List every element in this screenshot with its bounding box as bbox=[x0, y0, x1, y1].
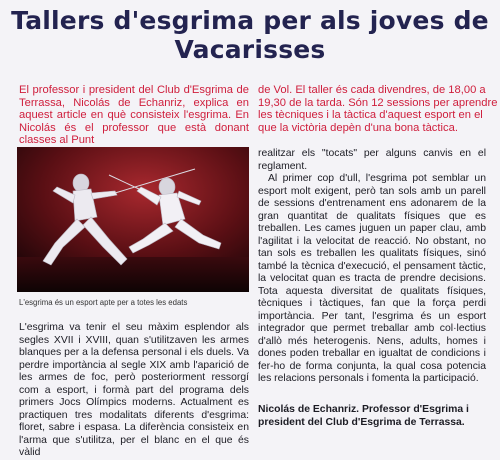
fencing-illustration bbox=[17, 147, 249, 292]
body-right-paragraph: Al primer cop d'ull, l'esgrima pot semblar un esport molt exigent, però tan sols amb un parell de sessions d'entrenament ens adonarem de la gran quantitat de qualitats físiques que es treballen. Les cames juguen un paper clau, amb l'agilitat i la velocitat de reacció. No obstant, no tan sols es treballen les qualitats físiques, sinó també la tècnica d'execució, el pensament tàctic, la velocitat quan es tracta de prendre decisions. Tota aquesta diversitat de qualitats físiques, tècniques i tàctiques, fan que la força perdi importància. Per tant, l'esgrima és un esport integrador que permet treballar amb col·lectius d'allò més heterogenis. Nens, adults, homes i dones poden treballar en igualtat de condicions i fer-ho de forma conjunta, la qual cosa potencia les relacions personals i fomenta la participació. bbox=[258, 173, 486, 384]
body-right-paragraph: realitzar els "tocats" per alguns canvis en el reglament. bbox=[258, 148, 486, 172]
author-signature: Nicolás de Echanriz. Professor d'Esgrima i president del Club d'Esgrima de Terrassa. bbox=[258, 404, 469, 428]
intro-right bbox=[258, 84, 498, 134]
title-line-2: Vacarisses bbox=[174, 35, 326, 64]
intro-right-line: les tècniques i la tàctica d'aquest esport en el bbox=[258, 109, 483, 122]
intro-right-line: de Vol. El taller és cada divendres, de 18,00 a bbox=[258, 84, 486, 96]
intro-left: El professor i president del Club d'Esgrima de Terrassa, Nicolás de Echanriz, explica en aquest article en què consisteix l'esgrima. En Nicolás és el professor que està donant classes al Punt bbox=[19, 84, 249, 147]
intro-right-line: que la victòria depèn d'una bona tàctica. bbox=[258, 121, 458, 134]
body-left-column: L'esgrima va tenir el seu màxim esplendor als segles XVII i XVIII, quan s'utilitzaven les armes blanques per a la defensa personal i els duels. Va perdre importància al segle XIX amb l'aparició de les armes de foc, però posteriorment ressorgí com a esport, i formà part del programa dels primers Jocs Olímpics moderns. Actualment es practiquen tres modalitats diferents d'esgrima: floret, sabre i espasa. La diferència consisteix en l'arma que s'utilitza, per el blanc en el que és vàlid bbox=[19, 322, 249, 458]
fencing-photo bbox=[17, 147, 249, 292]
title-line-1: Tallers d'esgrima per als joves de bbox=[11, 6, 489, 35]
article-title bbox=[0, 6, 500, 64]
intro-right-line: 19,30 de la tarda. Són 12 sessions per aprendre bbox=[258, 96, 498, 109]
body-right-column bbox=[258, 148, 486, 386]
photo-caption: L'esgrima és un esport apte per a totes les edats bbox=[19, 298, 188, 307]
